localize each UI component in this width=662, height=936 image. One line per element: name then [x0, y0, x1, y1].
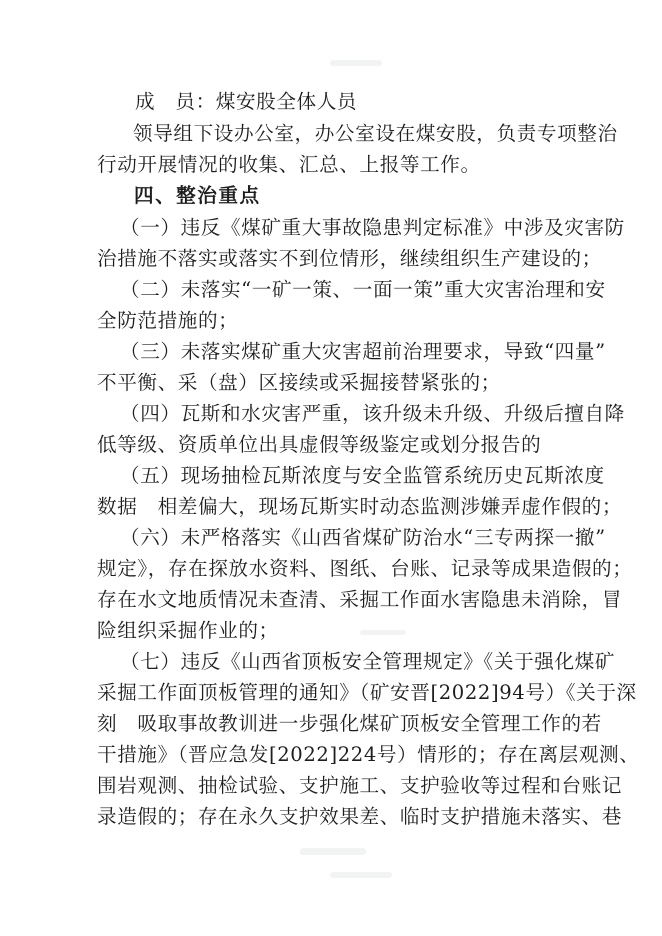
item-7-line-1: （七）违反《山西省顶板安全管理规定》《关于强化煤矿 — [120, 650, 616, 673]
item-6-line-3: 存在水文地质情况未查清、采掘工作面水害隐患未消除，冒 — [97, 588, 623, 611]
item-6-line-1: （六）未严格落实《山西省煤矿防治水“三专两探一撤” — [120, 526, 606, 549]
item-7-line-2: 采掘工作面顶板管理的通知》（矿安晋[2022]94号）《关于深 — [97, 681, 637, 704]
item-7-line-4: 干措施》（晋应急发[2022]224号）情形的；存在离层观测、 — [97, 743, 640, 766]
item-2-line-2: 全防范措施的； — [97, 309, 239, 332]
item-7-line-6: 录造假的；存在永久支护效果差、临时支护措施未落实、巷 — [97, 805, 623, 828]
item-4-line-2: 低等级、资质单位出具虚假等级鉴定或划分报告的 — [97, 433, 542, 456]
item-2-line-1: （二）未落实“一矿一策、一面一策”重大灾害治理和安 — [120, 278, 606, 301]
item-6-line-2: 规定》，存在探放水资料、图纸、台账、记录等成果造假的； — [97, 557, 633, 580]
item-1-line-1: （一）违反《煤矿重大事故隐患判定标准》中涉及灾害防 — [120, 216, 625, 239]
scan-artifact — [330, 872, 392, 878]
scan-artifact — [300, 848, 366, 855]
item-5-line-2: 数据 相差偏大，现场瓦斯实时动态监测涉嫌弄虚作假的； — [97, 495, 623, 518]
item-4-line-1: （四）瓦斯和水灾害严重，该升级未升级、升级后擅自降 — [120, 402, 625, 425]
office-paragraph-line-2: 行动开展情况的收集、汇总、上报等工作。 — [97, 153, 481, 176]
item-3-line-1: （三）未落实煤矿重大灾害超前治理要求，导致“四量” — [120, 340, 606, 363]
scan-artifact — [330, 60, 382, 66]
item-3-line-2: 不平衡、采（盘）区接续或采掘接替紧张的； — [97, 371, 501, 394]
office-paragraph-line-1: 领导组下设办公室，办公室设在煤安股，负责专项整治 — [133, 122, 618, 145]
item-7-line-5: 围岩观测、抽检试验、支护施工、支护验收等过程和台账记 — [97, 774, 623, 797]
item-7-line-3: 刻 吸取事故教训进一步强化煤矿顶板安全管理工作的若 — [97, 712, 602, 735]
members-line: 成 员：煤安股全体人员 — [135, 90, 358, 113]
item-1-line-2: 治措施不落实或落实不到位情形，继续组织生产建设的； — [97, 247, 602, 270]
item-5-line-1: （五）现场抽检瓦斯浓度与安全监管系统历史瓦斯浓度 — [120, 464, 605, 487]
section-heading: 四、整治重点 — [134, 184, 261, 207]
item-6-line-4: 险组织采掘作业的； — [97, 619, 279, 642]
scan-artifact — [360, 630, 406, 635]
